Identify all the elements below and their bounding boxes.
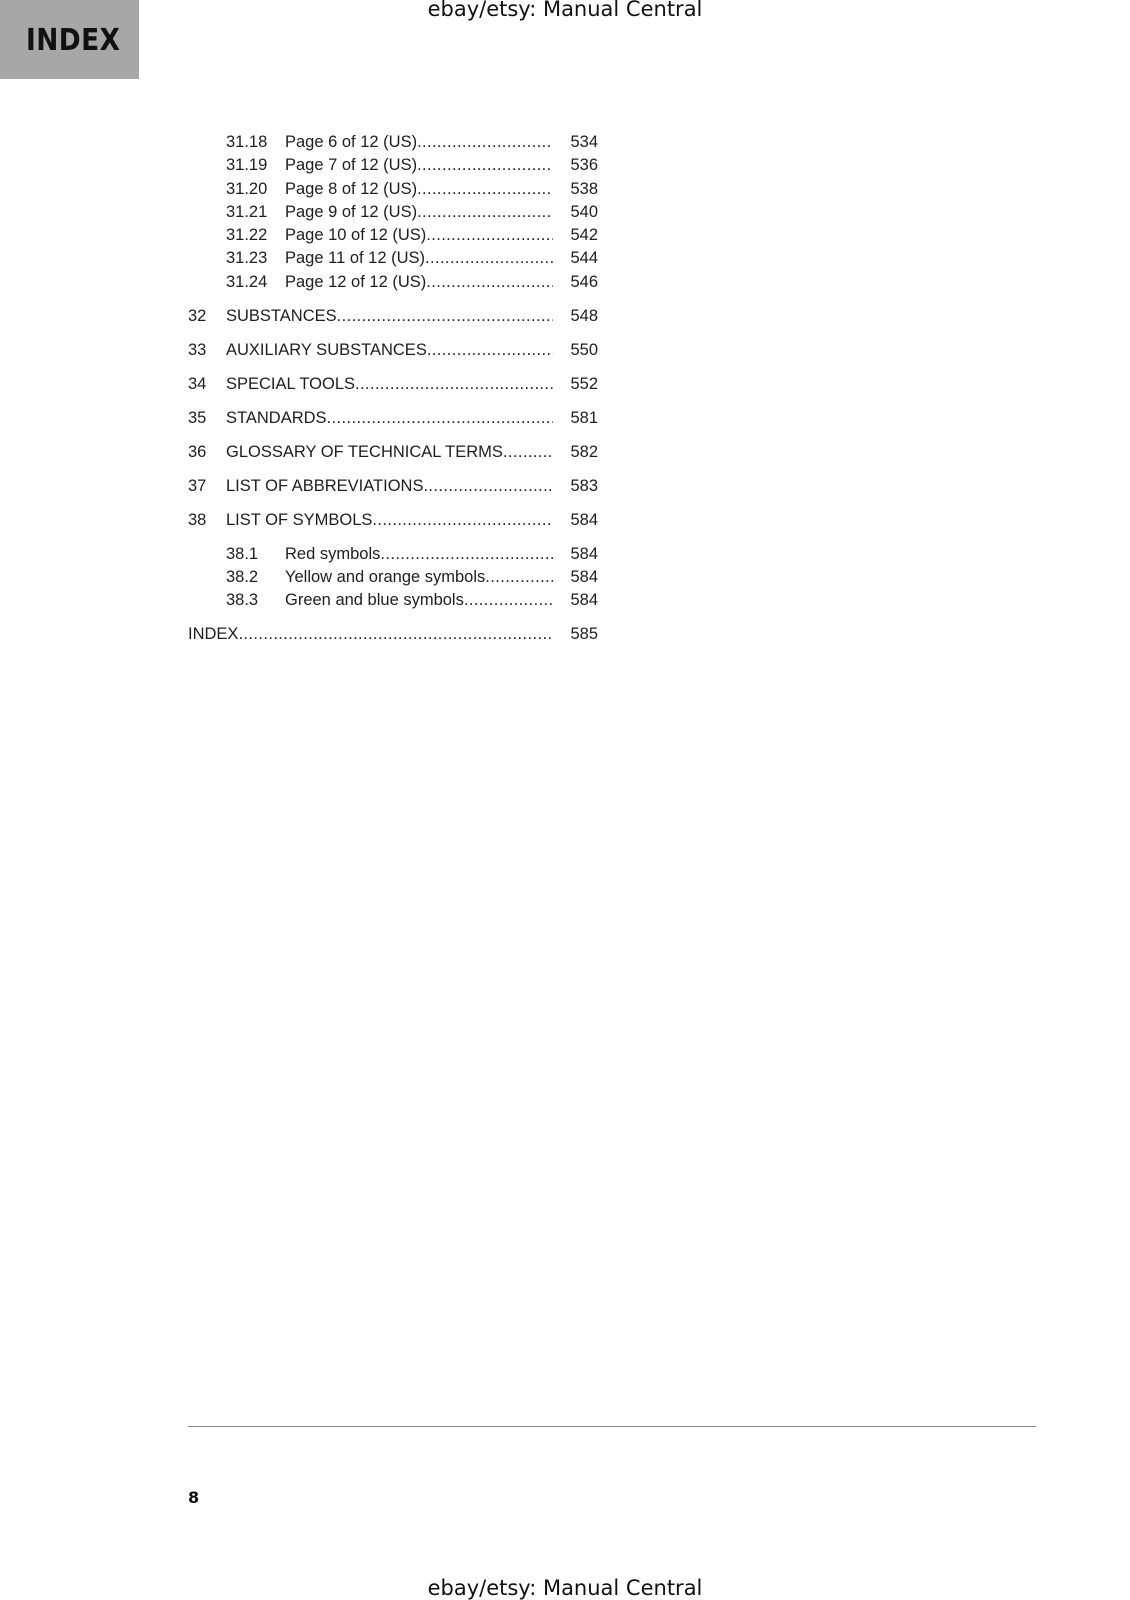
toc-entry-title: STANDARDS <box>226 408 327 427</box>
toc-entry[interactable] <box>188 589 598 612</box>
toc-entry-title-leader <box>285 543 553 566</box>
toc-entry-title-leader <box>226 441 553 464</box>
toc-entry[interactable] <box>188 154 598 177</box>
toc-entry[interactable] <box>188 475 598 498</box>
toc-entry[interactable] <box>188 339 598 362</box>
toc-entry[interactable] <box>188 201 598 224</box>
toc-entry[interactable] <box>188 543 598 566</box>
toc-entry[interactable] <box>188 271 598 294</box>
toc-entry-title: LIST OF SYMBOLS <box>226 510 373 529</box>
toc-entry-page: 585 <box>570 625 598 644</box>
toc-entry-page: 584 <box>570 544 598 563</box>
footer-divider <box>188 1426 1036 1427</box>
toc-entry-number: 38.3 <box>226 591 259 610</box>
toc-entry-page: 548 <box>570 306 598 325</box>
toc-entry-number: 31.23 <box>226 249 268 268</box>
toc-entry-title: Page 12 of 12 (US) <box>285 272 427 291</box>
toc-entry[interactable] <box>188 441 598 464</box>
toc-entry[interactable] <box>188 247 598 270</box>
index-tab-label: INDEX <box>26 23 121 58</box>
toc-entry-page: 534 <box>570 133 598 151</box>
page-number: 8 <box>188 1488 200 1507</box>
toc-entry-title: Page 6 of 12 (US) <box>285 133 418 151</box>
toc-entry[interactable] <box>188 178 598 201</box>
toc-entry-number: 31.21 <box>226 202 268 221</box>
toc-entry-title-leader <box>285 131 553 154</box>
toc-entry-title-leader <box>226 475 553 498</box>
toc-entry-number: 31.19 <box>226 156 268 175</box>
toc-entry[interactable] <box>188 131 598 154</box>
toc-entry-number: 31.18 <box>226 133 268 151</box>
toc-entry-number: 34 <box>188 374 207 393</box>
toc-entry-title: Page 7 of 12 (US) <box>285 156 418 175</box>
toc-entry-title: SPECIAL TOOLS <box>226 374 356 393</box>
toc-entry-title: Yellow and orange symbols <box>285 567 486 586</box>
toc-entry-title: Page 11 of 12 (US) <box>285 249 426 268</box>
toc-entry-number: 36 <box>188 442 207 461</box>
toc-entry[interactable] <box>188 373 598 396</box>
toc-entry-title-leader <box>226 339 553 362</box>
toc-entry-title-leader <box>285 566 553 589</box>
toc-entry-page: 540 <box>570 202 598 221</box>
toc-entry-page: 536 <box>570 156 598 175</box>
toc-entry-number: 38.1 <box>226 544 259 563</box>
toc-entry-title: LIST OF ABBREVIATIONS <box>226 476 424 495</box>
toc-entry-title-leader <box>285 224 553 247</box>
toc-entry[interactable] <box>188 224 598 247</box>
toc-entry-number: 38.2 <box>226 567 259 586</box>
toc-entry-title-leader <box>285 178 553 201</box>
toc-entry-title: Red symbols <box>285 544 381 563</box>
toc-entry-title: Page 8 of 12 (US) <box>285 179 418 198</box>
toc-entry-page: 546 <box>570 272 598 291</box>
toc-entry-title: Green and blue symbols <box>285 591 464 610</box>
toc-entry-title: Page 10 of 12 (US) <box>285 226 427 245</box>
toc-entry-title: SUBSTANCES <box>226 306 337 325</box>
toc-entry[interactable] <box>188 509 598 532</box>
toc-entry-number: 31.24 <box>226 272 268 291</box>
toc-entry-page: 584 <box>570 510 598 529</box>
toc-entry-page: 550 <box>570 340 598 359</box>
toc-entry-page: 542 <box>570 226 598 245</box>
toc-entry-page: 584 <box>570 591 598 610</box>
toc-entry-title-leader <box>285 154 553 177</box>
toc-entry-page: 584 <box>570 567 598 586</box>
toc-entry-title-leader <box>226 509 553 532</box>
toc-entry-title-leader <box>285 271 553 294</box>
toc-entry-page: 581 <box>570 408 598 427</box>
toc-entry-title-leader <box>188 623 553 646</box>
toc-entry[interactable] <box>188 407 598 430</box>
toc-entry[interactable] <box>188 566 598 589</box>
toc-entry-title: GLOSSARY OF TECHNICAL TERMS <box>226 442 503 461</box>
toc-entry-page: 583 <box>570 476 598 495</box>
toc-entry-title-leader <box>285 589 553 612</box>
table-of-contents <box>188 131 598 647</box>
toc-entry-number: 37 <box>188 476 207 495</box>
toc-entry-number: 31.20 <box>226 179 268 198</box>
toc-entry-number: 33 <box>188 340 207 359</box>
toc-entry-number: 31.22 <box>226 226 268 245</box>
toc-entry-page: 582 <box>570 442 598 461</box>
toc-entry-title-leader <box>226 407 553 430</box>
toc-entry-number: 32 <box>188 306 207 325</box>
watermark-top: ebay/etsy: Manual Central <box>427 0 703 21</box>
toc-entry[interactable] <box>188 623 598 646</box>
toc-entry-title-leader <box>285 201 553 224</box>
toc-entry-page: 538 <box>570 179 598 198</box>
toc-entry-number: 35 <box>188 408 207 427</box>
toc-entry[interactable] <box>188 305 598 328</box>
toc-entry-title: AUXILIARY SUBSTANCES <box>226 340 427 359</box>
toc-entry-title-leader <box>226 373 553 396</box>
toc-entry-title-leader <box>285 247 553 270</box>
toc-entry-page: 552 <box>570 374 598 393</box>
toc-entry-page: 544 <box>570 249 598 268</box>
watermark-bottom: ebay/etsy: Manual Central <box>427 1576 703 1600</box>
toc-entry-title: INDEX <box>188 625 239 644</box>
toc-entry-title-leader <box>226 305 553 328</box>
toc-entry-number: 38 <box>188 510 207 529</box>
toc-entry-title: Page 9 of 12 (US) <box>285 202 418 221</box>
